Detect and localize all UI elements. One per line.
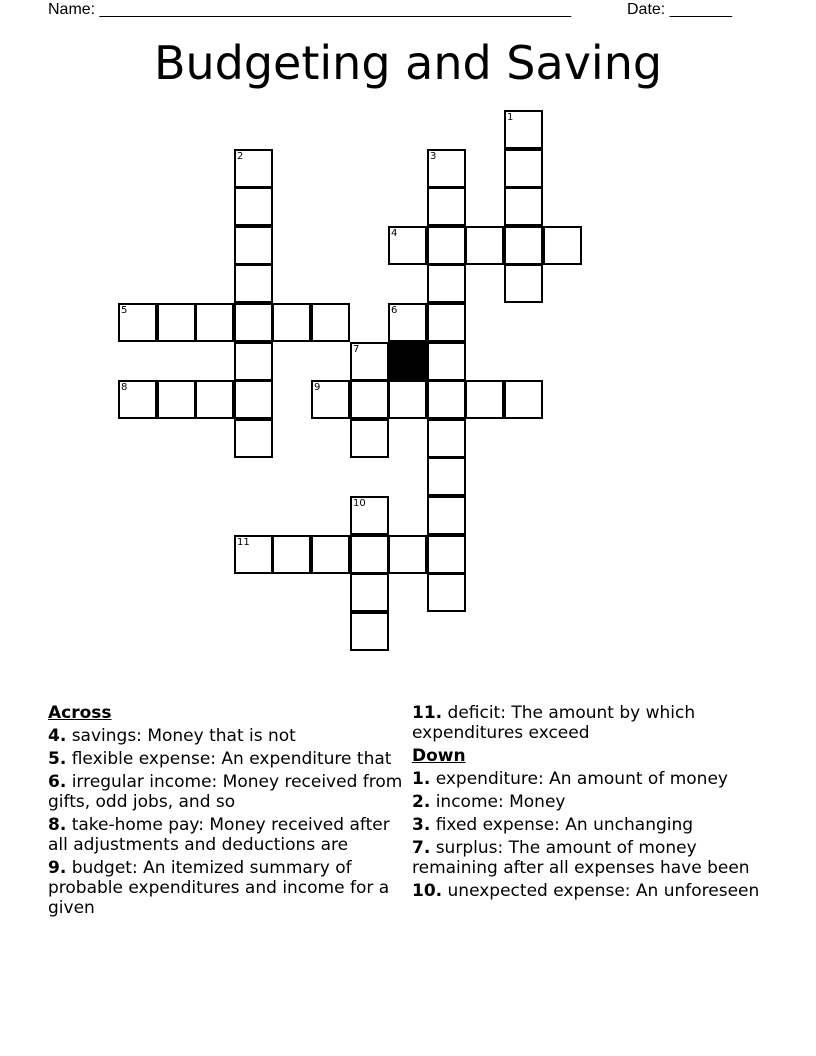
crossword-cell[interactable]: [234, 187, 273, 226]
crossword-cell[interactable]: [234, 149, 273, 188]
clue-number: 5.: [48, 749, 67, 769]
clue-text: unexpected expense: An unforeseen: [447, 881, 760, 901]
cell-number: 1: [507, 112, 514, 123]
crossword-cell[interactable]: [350, 535, 389, 574]
crossword-cell[interactable]: [311, 535, 350, 574]
clue-number: 7.: [412, 838, 431, 858]
name-field: Name: _____________________________________________________: [48, 1, 572, 18]
clue-text: fixed expense: An unchanging: [435, 815, 694, 835]
clue-text: savings: Money that is not: [71, 726, 296, 746]
clue-across: [48, 858, 410, 918]
crossword-cell[interactable]: [504, 187, 543, 226]
crossword-cell[interactable]: [350, 573, 389, 612]
crossword-cell[interactable]: [504, 110, 543, 149]
crossword-cell[interactable]: [388, 303, 427, 342]
cell-number: 4: [391, 228, 398, 239]
crossword-cell[interactable]: [118, 380, 157, 419]
crossword-cell[interactable]: [427, 535, 466, 574]
clue-down: [412, 838, 772, 878]
clue-number: 1.: [412, 769, 431, 789]
crossword-cell[interactable]: [350, 342, 389, 381]
clue-across: [48, 749, 410, 769]
crossword-cell[interactable]: [350, 612, 389, 651]
crossword-cell[interactable]: [272, 535, 311, 574]
crossword-cell[interactable]: [504, 149, 543, 188]
crossword-cell[interactable]: [427, 457, 466, 496]
crossword-cell[interactable]: [504, 226, 543, 265]
crossword-cell[interactable]: [234, 535, 273, 574]
crossword-cell[interactable]: [157, 380, 196, 419]
clue-number: 11.: [412, 703, 443, 723]
across-heading: Across: [48, 703, 112, 723]
crossword-cell[interactable]: [234, 303, 273, 342]
clue-number: 3.: [412, 815, 431, 835]
clue-text: deficit: The amount by which expenditures exceed: [412, 703, 696, 743]
cell-number: 11: [237, 537, 250, 548]
clue-text: budget: An itemized summary of probable expenditures and income for a given: [48, 858, 390, 918]
crossword-block: [388, 342, 427, 381]
crossword-cell[interactable]: [311, 380, 350, 419]
crossword-cell[interactable]: [504, 380, 543, 419]
cell-number: 10: [353, 498, 366, 509]
crossword-cell[interactable]: [195, 303, 234, 342]
clue-across: [412, 703, 772, 743]
clue-down: [412, 881, 772, 901]
cell-number: 5: [121, 305, 128, 316]
cell-number: 8: [121, 382, 128, 393]
crossword-cell[interactable]: [465, 380, 504, 419]
cell-number: 9: [314, 382, 321, 393]
clue-number: 4.: [48, 726, 67, 746]
cell-number: 3: [430, 151, 437, 162]
crossword-cell[interactable]: [157, 303, 196, 342]
crossword-cell[interactable]: [543, 226, 582, 265]
crossword-cell[interactable]: [311, 303, 350, 342]
clue-text: flexible expense: An expenditure that: [71, 749, 392, 769]
crossword-cell[interactable]: [350, 380, 389, 419]
crossword-cell[interactable]: [234, 419, 273, 458]
crossword-cell[interactable]: [427, 380, 466, 419]
cell-number: 6: [391, 305, 398, 316]
clue-text: irregular income: Money received from gifts, odd jobs, and so: [48, 772, 403, 812]
down-heading: Down: [412, 746, 466, 766]
crossword-cell[interactable]: [388, 226, 427, 265]
clue-across: [48, 815, 410, 855]
clue-number: 2.: [412, 792, 431, 812]
clue-down: [412, 792, 772, 812]
crossword-cell[interactable]: [234, 226, 273, 265]
crossword-cell[interactable]: [427, 264, 466, 303]
crossword-cell[interactable]: [427, 496, 466, 535]
crossword-cell[interactable]: [272, 303, 311, 342]
clue-number: 10.: [412, 881, 443, 901]
crossword-cell[interactable]: [427, 187, 466, 226]
clue-number: 9.: [48, 858, 67, 878]
clue-number: 8.: [48, 815, 67, 835]
crossword-cell[interactable]: [350, 419, 389, 458]
crossword-cell[interactable]: [195, 380, 234, 419]
clue-text: income: Money: [435, 792, 566, 812]
crossword-cell[interactable]: [427, 419, 466, 458]
crossword-cell[interactable]: [427, 303, 466, 342]
clue-text: surplus: The amount of money remaining after all expenses have been: [412, 838, 750, 878]
cell-number: 7: [353, 344, 360, 355]
clue-text: expenditure: An amount of money: [435, 769, 728, 789]
cell-number: 2: [237, 151, 244, 162]
clue-across: [48, 726, 410, 746]
crossword-cell[interactable]: [234, 264, 273, 303]
crossword-cell[interactable]: [388, 380, 427, 419]
clue-down: [412, 769, 772, 789]
crossword-cell[interactable]: [350, 496, 389, 535]
clue-across: [48, 772, 410, 812]
crossword-cell[interactable]: [504, 264, 543, 303]
crossword-cell[interactable]: [118, 303, 157, 342]
crossword-cell[interactable]: [234, 380, 273, 419]
clues-column-left: [48, 703, 410, 921]
page-title: Budgeting and Saving: [153, 36, 663, 90]
date-field: Date: _______: [627, 1, 732, 18]
clues-column-right: [412, 703, 772, 904]
crossword-cell[interactable]: [465, 226, 504, 265]
crossword-cell[interactable]: [427, 149, 466, 188]
crossword-cell[interactable]: [427, 342, 466, 381]
crossword-cell[interactable]: [427, 573, 466, 612]
clue-text: take-home pay: Money received after all adjustments and deductions are: [48, 815, 390, 855]
crossword-cell[interactable]: [234, 342, 273, 381]
crossword-cell[interactable]: [388, 535, 427, 574]
clue-number: 6.: [48, 772, 67, 792]
crossword-cell[interactable]: [427, 226, 466, 265]
clue-down: [412, 815, 772, 835]
